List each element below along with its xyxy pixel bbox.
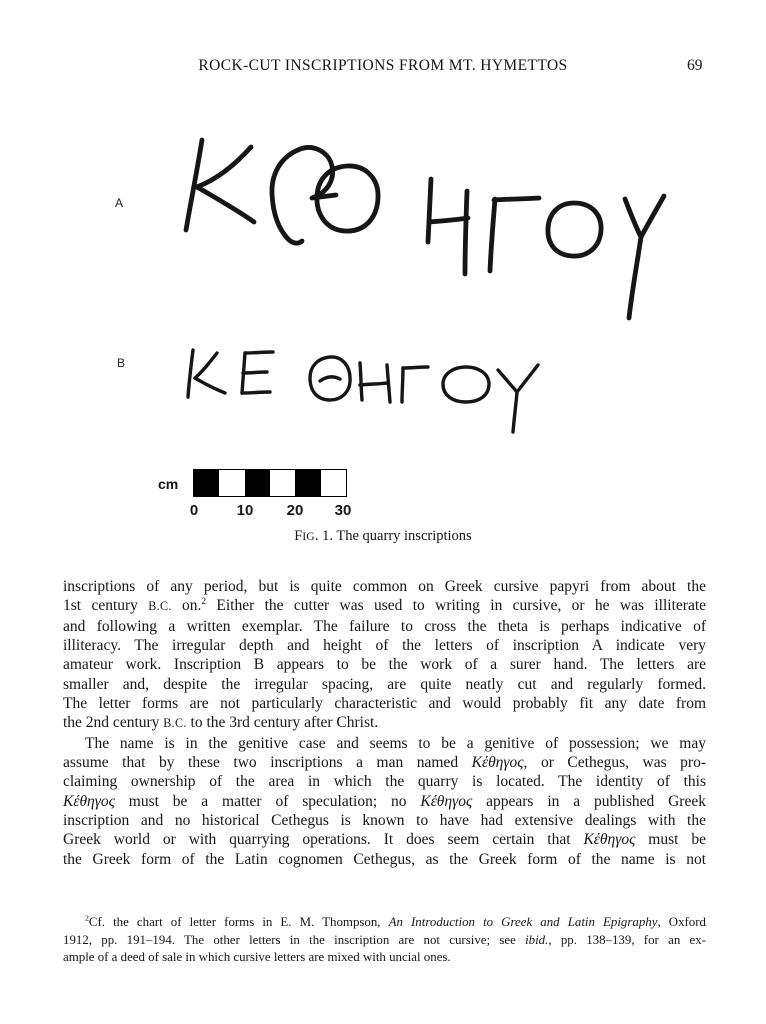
- inscription-b-label: B: [117, 356, 126, 370]
- text-line: [63, 753, 706, 772]
- text-segment: An Introduction to Greek and Latin Epigraphy: [388, 915, 658, 929]
- text-segment: amateur work. Inscription B appears to be the work of a surer hand. The letters are: [63, 656, 706, 674]
- scale-bar-segment: [219, 470, 244, 496]
- paragraph: [63, 734, 706, 869]
- text-segment: Κέθηγος: [471, 754, 524, 772]
- paragraph: [63, 577, 706, 734]
- text-line: [63, 932, 706, 950]
- text-segment: the 2nd century: [63, 714, 164, 732]
- text-segment: Cf. the chart of letter forms in E. M. Thompson,: [88, 915, 389, 929]
- text-segment: , or Cethegus, was pro-: [523, 754, 706, 772]
- text-line: [63, 734, 706, 753]
- text-segment: Greek world or with quarrying operations. It does seem certain that: [63, 831, 584, 849]
- scale-bar-segment: [194, 470, 219, 496]
- text-segment: smaller and, despite the irregular spacing, are quite neatly cut and regularly formed.: [63, 675, 706, 693]
- scale-tick-label: 30: [334, 502, 352, 519]
- footnote: [63, 914, 706, 967]
- text-segment: Κέθηγος: [63, 792, 115, 810]
- text-line: [63, 772, 706, 791]
- text-segment: inscriptions of any period, but is quite common on Greek cursive papyri from about the: [63, 578, 706, 595]
- scale-tick-label: 20: [286, 502, 304, 519]
- text-segment: the Greek form of the Latin cognomen Cethegus, as the Greek form of the name is not: [63, 850, 706, 868]
- text-segment: 1912, pp. 191–194. The other letters in the inscription are not cursive; see: [63, 932, 526, 947]
- inscription-a-label: A: [115, 196, 124, 210]
- text-line: [63, 577, 706, 596]
- text-segment: IG: [302, 531, 315, 543]
- text-segment: The name is in the genitive case and seems to be a genitive of possession; we may: [85, 734, 706, 752]
- scale-bar-segment: [295, 470, 320, 496]
- scale-bar-segment: [270, 470, 295, 496]
- text-line: [63, 675, 706, 694]
- text-segment: , pp. 138–139, for an ex-: [548, 932, 706, 947]
- text-segment: Κέθηγος: [583, 831, 636, 849]
- text-segment: assume that by these two inscriptions a man named: [63, 754, 472, 772]
- scale-unit-label: cm: [158, 476, 179, 492]
- text-line: [63, 811, 706, 830]
- text-line: [63, 713, 706, 733]
- text-segment: ibid.: [525, 932, 549, 947]
- text-segment: B.C.: [148, 599, 172, 614]
- page-number: 69: [687, 57, 703, 74]
- inscription-a-drawing: [186, 140, 664, 318]
- text-segment: and following a written exemplar. The failure to cross the theta is perhaps indicative of: [63, 617, 706, 635]
- text-line: [63, 596, 706, 616]
- text-segment: appears in a published Greek: [472, 792, 706, 810]
- text-segment: . 1. The quarry inscriptions: [314, 528, 472, 544]
- inscription-b-drawing: [188, 350, 538, 432]
- text-segment: ample of a deed of sale in which cursive letters are mixed with uncial ones.: [63, 950, 451, 964]
- scale-tick-label: 10: [236, 502, 254, 519]
- text-line: [63, 949, 706, 967]
- text-segment: Κέθηγος: [420, 792, 473, 810]
- scale-bar-segment: [245, 470, 270, 496]
- text-segment: , Oxford: [657, 915, 706, 929]
- text-line: [63, 694, 706, 713]
- text-segment: 1st century: [63, 597, 149, 615]
- text-segment: claiming ownership of the area in which the quarry is located. The identity of this: [63, 773, 706, 791]
- scale-tick-label: 0: [189, 502, 199, 519]
- figure-caption: [0, 528, 766, 545]
- text-line: [63, 636, 706, 655]
- text-segment: to the 3rd century after Christ.: [186, 714, 379, 732]
- scale-bar: [193, 469, 347, 497]
- body-text: [63, 577, 706, 869]
- text-segment: inscription and no historical Cethegus is known to have had extensive dealings with the: [63, 812, 706, 830]
- text-segment: illiteracy. The irregular depth and height of the letters of inscription A indicate very: [63, 637, 706, 655]
- text-segment: B.C.: [163, 716, 187, 731]
- text-segment: Either the cutter was used to writing in cursive, or he was illiterate: [206, 597, 707, 615]
- text-line: [63, 850, 706, 869]
- text-line: [63, 617, 706, 636]
- text-line: [63, 830, 706, 849]
- text-segment: on.: [171, 597, 202, 615]
- text-segment: must be: [635, 831, 706, 849]
- text-segment: 2: [85, 913, 89, 923]
- quarry-inscriptions-figure: [0, 0, 766, 470]
- text-segment: must be a matter of speculation; no: [114, 792, 421, 810]
- scale-bar-segment: [321, 470, 346, 496]
- text-segment: F: [294, 528, 303, 544]
- text-line: [63, 792, 706, 811]
- text-line: [63, 655, 706, 674]
- text-segment: The letter forms are not particularly characteristic and would probably fit any date from: [63, 695, 706, 713]
- text-segment: 2: [201, 597, 207, 608]
- text-line: [63, 914, 706, 932]
- running-head-title: ROCK-CUT INSCRIPTIONS FROM MT. HYMETTOS: [198, 57, 568, 74]
